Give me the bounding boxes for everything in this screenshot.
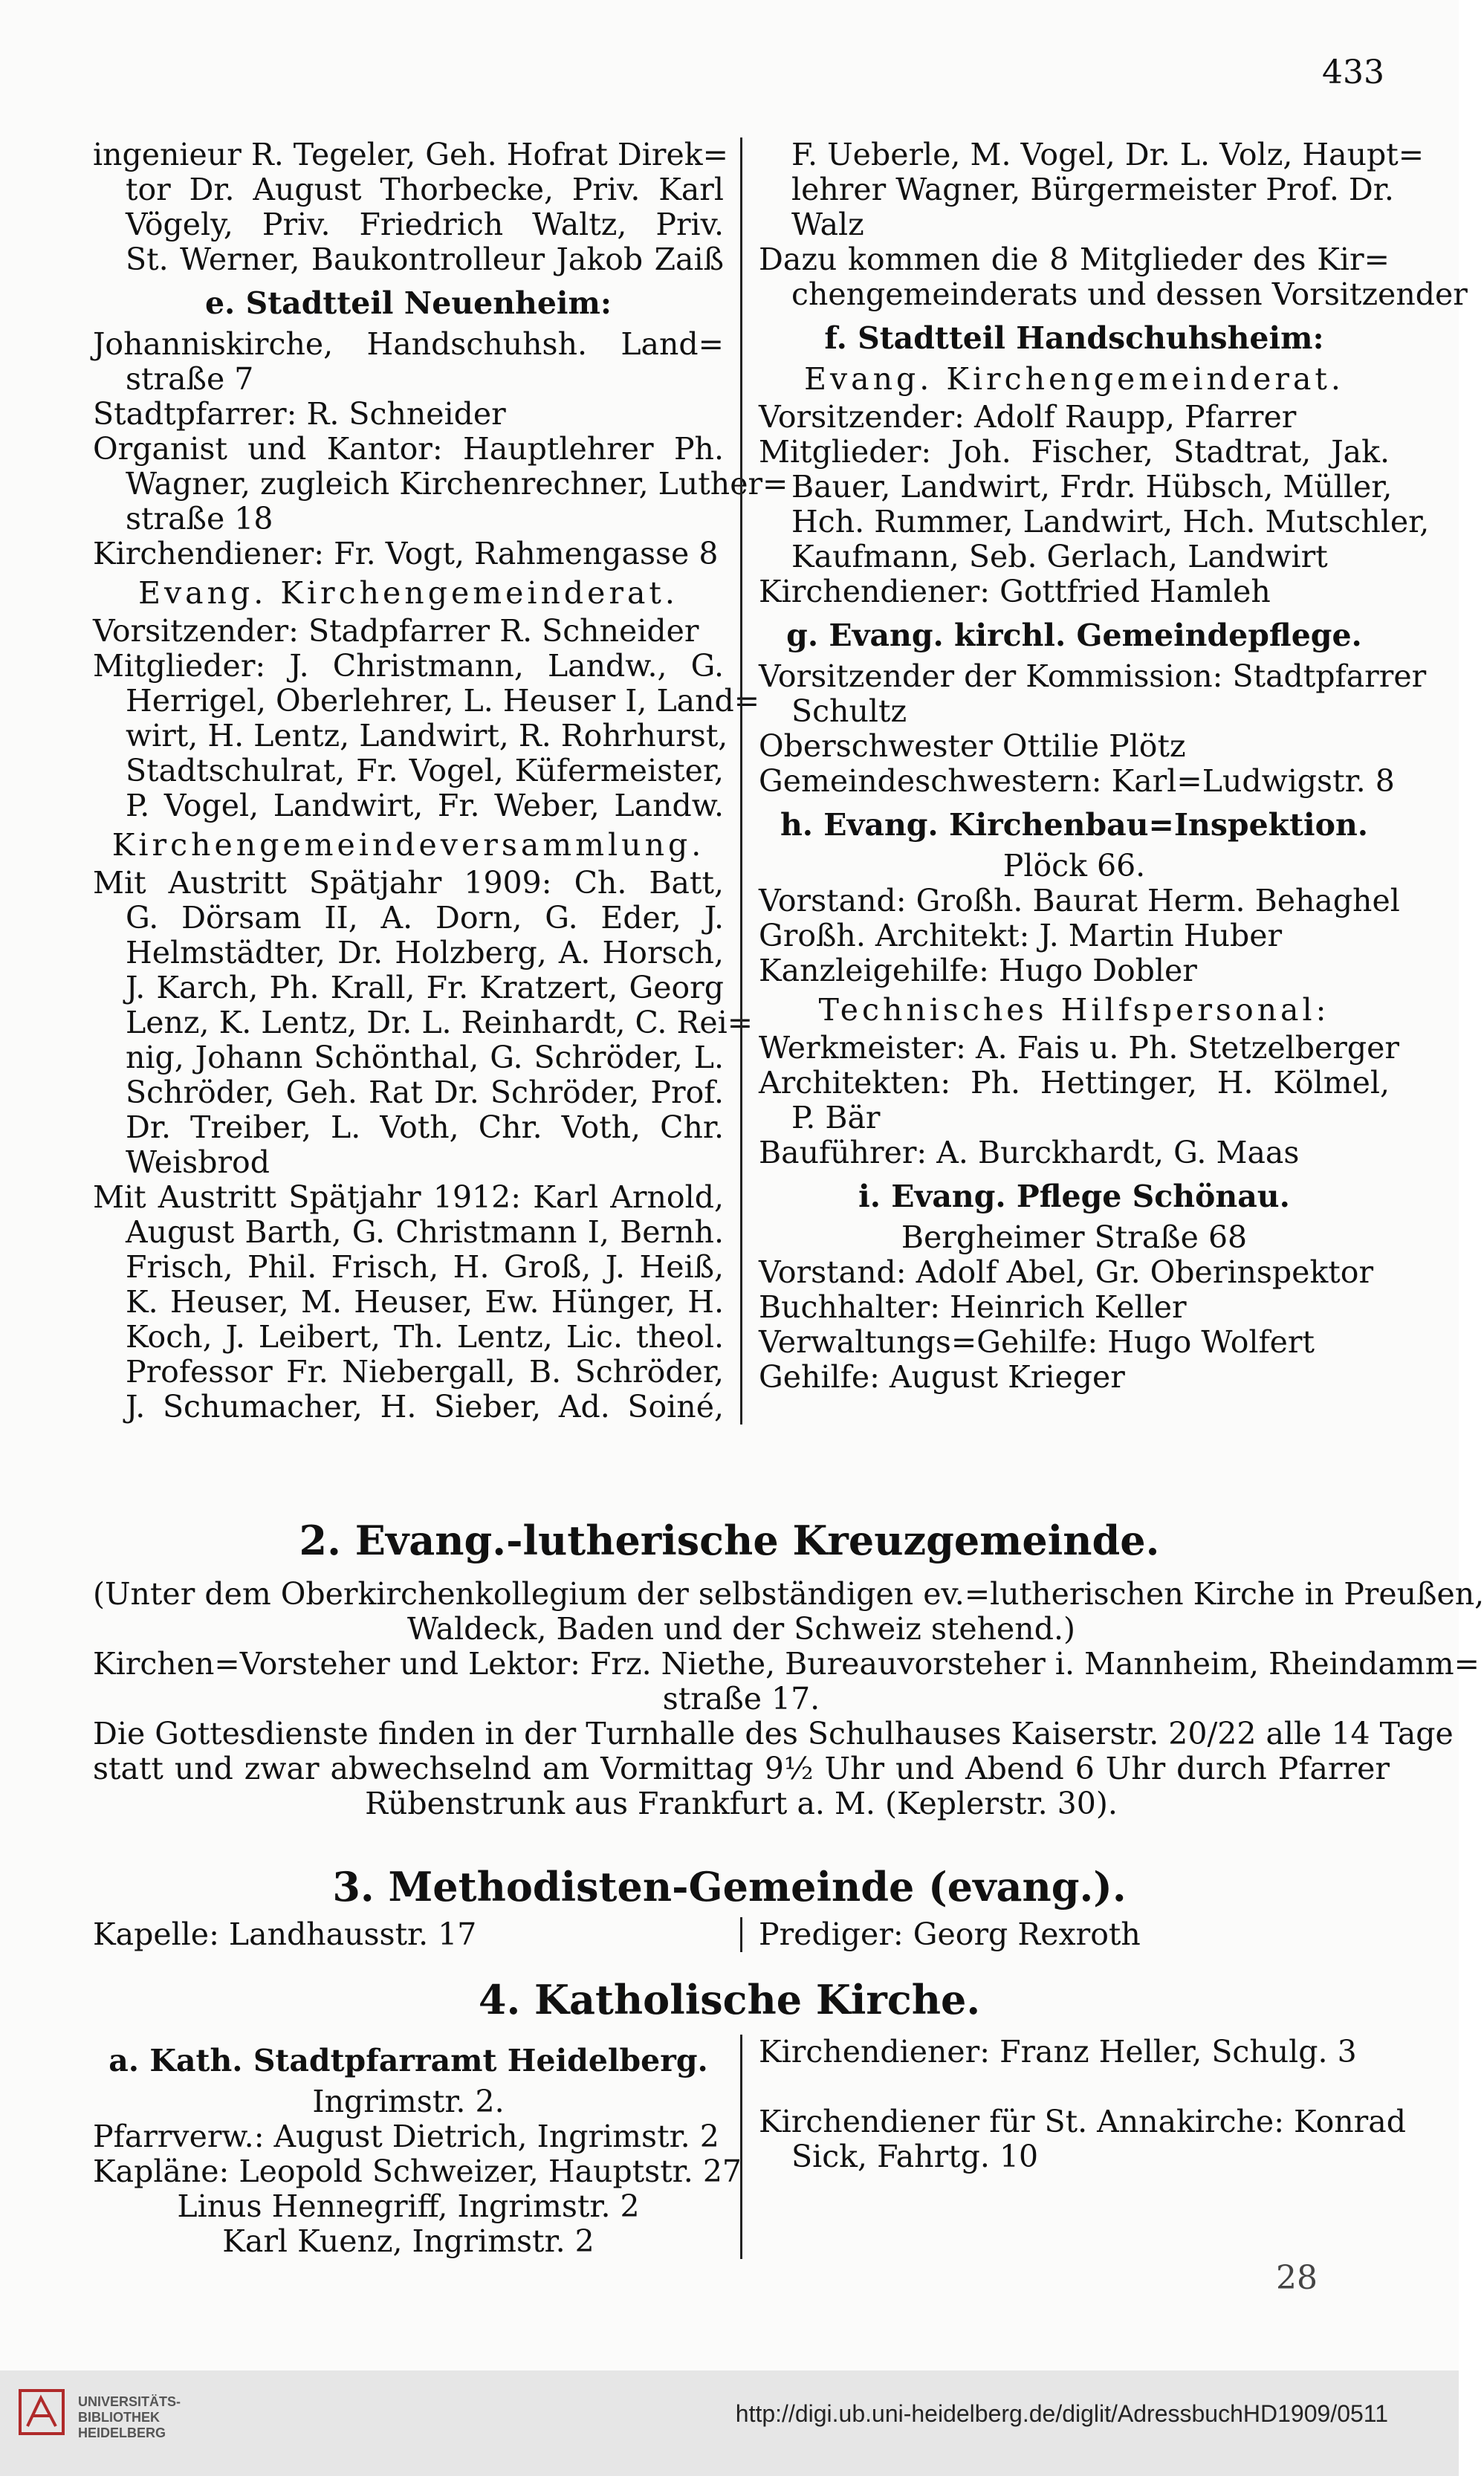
text-line: Mitglieder: Joh. Fischer, Stadtrat, Jak. [759, 434, 1390, 470]
kreuzgemeinde-paragraph [93, 1576, 1484, 1821]
text-line: Frisch, Phil. Frisch, H. Groß, J. Heiß, [126, 1249, 724, 1285]
text-line: Werkmeister: A. Fais u. Ph. Stetzelberger [759, 1030, 1399, 1066]
text-line: Gemeindeschwestern: Karl=Ludwigstr. 8 [759, 763, 1395, 799]
left-column [93, 137, 788, 1425]
source-url-link[interactable]: http://digi.ub.uni-heidelberg.de/diglit/AdressbuchHD1909/0511 [735, 2400, 1388, 2427]
text-line: Bauer, Landwirt, Frdr. Hübsch, Müller, [791, 469, 1393, 505]
text-line: straße 18 [126, 501, 273, 537]
text-line: G. Dörsam II, A. Dorn, G. Eder, J. [126, 900, 724, 936]
text-line: f. Stadtteil Handschuhsheim: [824, 320, 1324, 356]
text-line: i. Evang. Pflege Schönau. [858, 1179, 1290, 1214]
page-number: 433 [1322, 54, 1384, 91]
text-line: Linus Hennegriff, Ingrimstr. 2 [177, 2188, 640, 2224]
text-line: Technisches Hilfspersonal: [818, 992, 1330, 1028]
text-line: Waldeck, Baden und der Schweiz stehend.) [407, 1611, 1075, 1647]
library-name [78, 2394, 181, 2441]
text-line: Vorstand: Großh. Baurat Herm. Behaghel [759, 883, 1400, 918]
text-line: Vögely, Priv. Friedrich Waltz, Priv. [126, 207, 724, 242]
heading-methodisten-gemeinde: 3. Methodisten-Gemeinde (evang.). [332, 1863, 1127, 1911]
text-line: Mit Austritt Spätjahr 1912: Karl Arnold, [93, 1179, 724, 1215]
text-line: Karl Kuenz, Ingrimstr. 2 [222, 2223, 594, 2259]
library-name-line: HEIDELBERG [78, 2425, 166, 2440]
text-line: Weisbrod [126, 1144, 270, 1180]
text-line: Organist und Kantor: Hauptlehrer Ph. [93, 431, 724, 467]
text-line: Hch. Rummer, Landwirt, Hch. Mutschler, [791, 504, 1430, 539]
text-line: Stadtschulrat, Fr. Vogel, Küfermeister, [126, 753, 724, 788]
text-line: Gehilfe: August Krieger [759, 1359, 1125, 1395]
text-line: Kirchendiener: Franz Heller, Schulg. 3 [759, 2034, 1357, 2070]
text-line: lehrer Wagner, Bürgermeister Prof. Dr. [791, 172, 1394, 207]
text-line: e. Stadtteil Neuenheim: [204, 285, 612, 321]
text-line: Die Gottesdienste finden in der Turnhalle des Schulhauses Kaiserstr. 20/22 alle 14 Tage [93, 1716, 1454, 1751]
catholic-left [93, 2035, 740, 2259]
text-line: Mitglieder: J. Christmann, Landw., G. [93, 648, 724, 684]
text-line: Mit Austritt Spätjahr 1909: Ch. Batt, [93, 865, 724, 901]
text-line: straße 7 [126, 361, 254, 397]
text-line: Dazu kommen die 8 Mitglieder des Kir= [759, 242, 1390, 277]
text-line: g. Evang. kirchl. Gemeindepflege. [786, 618, 1362, 653]
text-line: Evang. Kirchengemeinderat. [138, 575, 678, 611]
text-line: J. Karch, Ph. Krall, Fr. Kratzert, Georg [126, 970, 724, 1005]
text-line: Kirchendiener: Fr. Vogt, Rahmengasse 8 [93, 536, 719, 571]
methodist-right [740, 1917, 1390, 1952]
text-line: Professor Fr. Niebergall, B. Schröder, [126, 1354, 724, 1390]
text-line: Plöck 66. [1002, 848, 1146, 884]
text-line: P. Bär [791, 1100, 881, 1135]
text-line: Kirchendiener: Gottfried Hamleh [759, 574, 1271, 609]
section3-columns [93, 1917, 1390, 1952]
catholic-right [740, 2034, 1406, 2259]
heading-lutherische-kreuzgemeinde: 2. Evang.-lutherische Kreuzgemeinde. [299, 1517, 1160, 1564]
university-library-logo-icon [19, 2389, 65, 2435]
text-line: a. Kath. Stadtpfarramt Heidelberg. [108, 2043, 708, 2078]
text-line: tor Dr. August Thorbecke, Priv. Karl [126, 172, 724, 207]
text-line: wirt, H. Lentz, Landwirt, R. Rohrhurst, [126, 718, 728, 754]
text-line: Herrigel, Oberlehrer, L. Heuser I, Land= [126, 683, 760, 719]
text-line: Wagner, zugleich Kirchenrechner, Luther= [126, 466, 788, 502]
text-line: Rübenstrunk aus Frankfurt a. M. (Keplerstr. 30). [365, 1786, 1118, 1821]
text-line: Johanniskirche, Handschuhsh. Land= [93, 326, 724, 362]
text-line: Architekten: Ph. Hettinger, H. Kölmel, [759, 1065, 1390, 1101]
text-line: Dr. Treiber, L. Voth, Chr. Voth, Chr. [126, 1109, 724, 1145]
text-line: Sick, Fahrtg. 10 [791, 2139, 1039, 2174]
text-line: Kapelle: Landhausstr. 17 [93, 1916, 477, 1952]
text-line: F. Ueberle, M. Vogel, Dr. L. Volz, Haupt= [791, 137, 1425, 172]
text-line: statt und zwar abwechselnd am Vormittag 9½ Uhr und Abend 6 Uhr durch Pfarrer [93, 1751, 1390, 1786]
text-line: Vorstand: Adolf Abel, Gr. Oberinspektor [759, 1254, 1374, 1290]
text-line: Bauführer: A. Burckhardt, G. Maas [759, 1135, 1300, 1170]
text-line: Kanzleigehilfe: Hugo Dobler [759, 953, 1197, 988]
text-line: Schröder, Geh. Rat Dr. Schröder, Prof. [126, 1075, 724, 1110]
text-line: J. Schumacher, H. Sieber, Ad. Soiné, [126, 1389, 724, 1425]
text-line: Koch, J. Leibert, Th. Lentz, Lic. theol. [126, 1319, 724, 1355]
text-line [759, 2070, 1390, 2104]
text-line: Evang. Kirchengemeinderat. [804, 361, 1344, 397]
heading-katholische-kirche: 4. Katholische Kirche. [478, 1976, 981, 2023]
text-line: nig, Johann Schönthal, G. Schröder, L. [126, 1040, 724, 1075]
text-line: Vorsitzender: Adolf Raupp, Pfarrer [759, 399, 1297, 435]
text-line: Lenz, K. Lentz, Dr. L. Reinhardt, C. Rei= [126, 1005, 754, 1040]
signature-number: 28 [1276, 2259, 1318, 2297]
text-line: Vorsitzender: Stadpfarrer R. Schneider [93, 613, 699, 649]
text-line: ingenieur R. Tegeler, Geh. Hofrat Direk= [93, 137, 728, 172]
text-line: August Barth, G. Christmann I, Bernh. [126, 1214, 724, 1250]
viewer-footer [0, 2370, 1459, 2476]
text-line: Bergheimer Straße 68 [901, 1219, 1248, 1255]
text-line: Pfarrverw.: August Dietrich, Ingrimstr. 2 [93, 2119, 719, 2154]
text-line: Kapläne: Leopold Schweizer, Hauptstr. 27 [93, 2153, 742, 2189]
methodist-left [93, 1917, 740, 1952]
text-line: Kirchen=Vorsteher und Lektor: Frz. Niethe, Bureauvorsteher i. Mannheim, Rheindamm= [93, 1646, 1480, 1682]
text-line: Helmstädter, Dr. Holzberg, A. Horsch, [126, 935, 724, 970]
right-column [740, 137, 1468, 1425]
text-line: Kirchengemeindeversammlung. [111, 827, 705, 863]
text-line: Prediger: Georg Rexroth [759, 1916, 1141, 1952]
text-line: Kaufmann, Seb. Gerlach, Landwirt [791, 539, 1328, 574]
text-line: St. Werner, Baukontrolleur Jakob Zaiß [126, 242, 724, 277]
text-line: K. Heuser, M. Heuser, Ew. Hünger, H. [126, 1284, 724, 1320]
text-line: Verwaltungs=Gehilfe: Hugo Wolfert [759, 1324, 1315, 1360]
section1-columns [93, 137, 1468, 1425]
text-line: straße 17. [662, 1681, 820, 1717]
text-line: Schultz [791, 693, 907, 729]
text-line: chengemeinderats und dessen Vorsitzender [791, 276, 1468, 312]
text-line: P. Vogel, Landwirt, Fr. Weber, Landw. [126, 788, 724, 823]
text-line: (Unter dem Oberkirchenkollegium der selbständigen ev.=lutherischen Kirche in Preußen, [93, 1576, 1484, 1612]
library-name-line: UNIVERSITÄTS- [78, 2394, 181, 2409]
text-line: Ingrimstr. 2. [312, 2084, 505, 2119]
text-line: Kirchendiener für St. Annakirche: Konrad [759, 2104, 1406, 2139]
section4-columns [93, 2034, 1406, 2259]
text-line: Walz [791, 207, 864, 242]
library-name-line: BIBLIOTHEK [78, 2410, 160, 2425]
text-line: h. Evang. Kirchenbau=Inspektion. [780, 807, 1369, 843]
text-line: Stadtpfarrer: R. Schneider [93, 396, 506, 432]
text-line: Großh. Architekt: J. Martin Huber [759, 918, 1283, 953]
text-line: Buchhalter: Heinrich Keller [759, 1289, 1187, 1325]
text-line: Vorsitzender der Kommission: Stadtpfarrer [759, 658, 1427, 694]
text-line: Oberschwester Ottilie Plötz [759, 728, 1186, 764]
